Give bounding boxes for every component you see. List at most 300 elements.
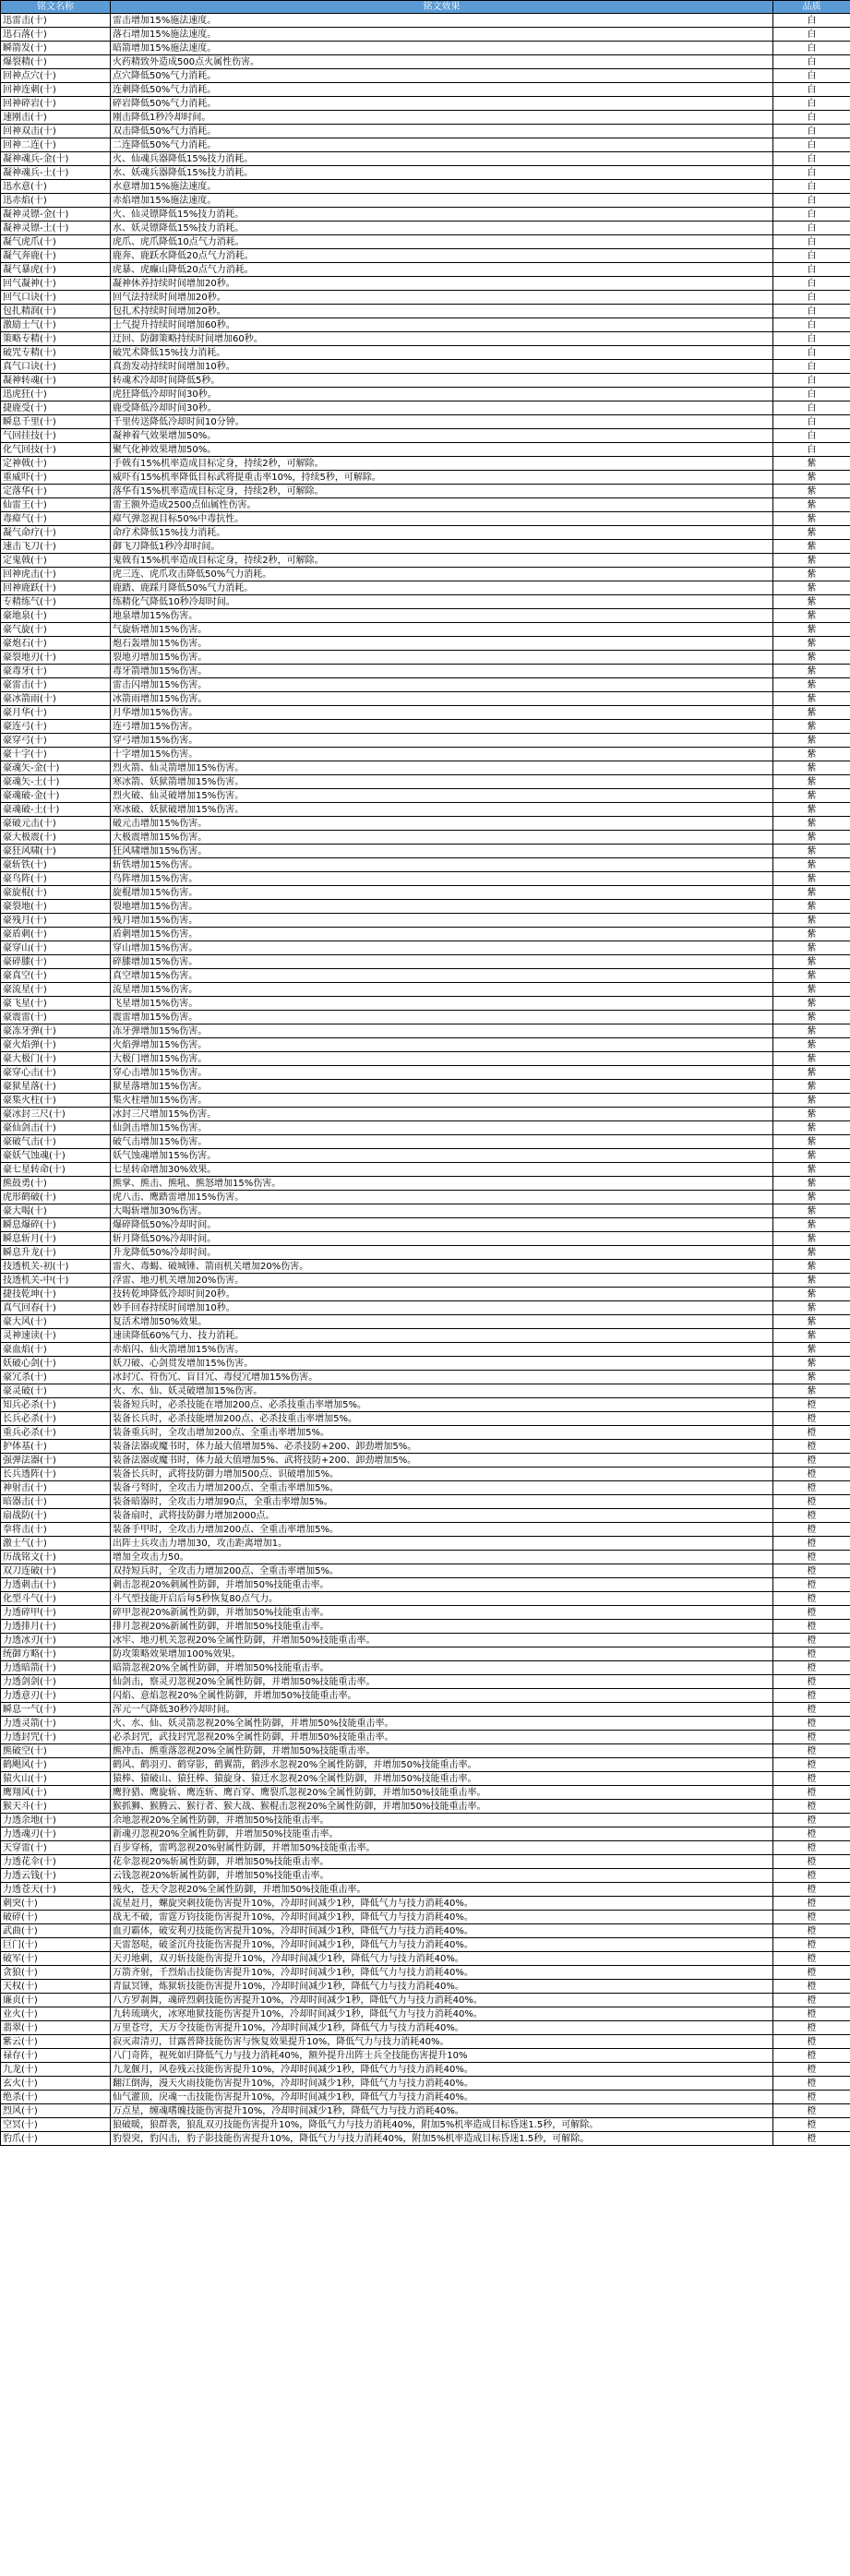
table-row (1, 2091, 850, 2104)
inscription-effect: 仙气灌顶，戾魂一击技能伤害提升10%，冷却时间减少1秒，降低气力与技力消耗40%。 (111, 2091, 773, 2104)
table-row (1, 1938, 850, 1952)
inscription-name: 豪穿弓(十) (1, 734, 111, 748)
inscription-effect: 爆碎降低50%冷却时间。 (111, 1218, 773, 1232)
inscription-quality: 白 (773, 55, 850, 69)
table-row (1, 651, 850, 665)
inscription-effect: 鹿踏、鹿踩月降低50%气力消耗。 (111, 581, 773, 595)
inscription-effect: 穿弓增加15%伤害。 (111, 734, 773, 748)
header-name: 铭文名称 (1, 1, 111, 14)
table-row (1, 305, 850, 318)
inscription-quality: 紫 (773, 831, 850, 845)
inscription-name: 豪大极震(十) (1, 831, 111, 845)
inscription-effect: 火、仙魂兵器降低15%技力消耗。 (111, 152, 773, 166)
table-row (1, 2104, 850, 2118)
inscription-name: 豪灵破(十) (1, 1384, 111, 1398)
inscription-name: 豪月华(十) (1, 706, 111, 720)
inscription-name: 豪狂风啸(十) (1, 845, 111, 858)
table-row (1, 914, 850, 928)
inscription-quality: 紫 (773, 526, 850, 540)
inscription-name: 迅石落(十) (1, 28, 111, 42)
inscription-quality: 紫 (773, 1038, 850, 1052)
table-row (1, 761, 850, 775)
inscription-name: 力透冰刃(十) (1, 1634, 111, 1647)
inscription-quality: 紫 (773, 775, 850, 789)
inscription-effect: 余地忽视20%全属性防御，并增加50%技能重击率。 (111, 1814, 773, 1827)
table-row (1, 1578, 850, 1592)
table-row (1, 443, 850, 457)
table-row (1, 291, 850, 305)
inscription-effect: 破咒术降低15%技力消耗。 (111, 346, 773, 360)
inscription-effect: 雷击闪增加15%伤害。 (111, 678, 773, 692)
inscription-quality: 橙 (773, 1620, 850, 1634)
inscription-quality: 橙 (773, 1523, 850, 1537)
inscription-name: 破碎(十) (1, 1911, 111, 1924)
inscription-effect: 大喝斩增加30%伤害。 (111, 1204, 773, 1218)
table-row (1, 1731, 850, 1744)
inscription-effect: 千里传送降低冷却时间10分钟。 (111, 415, 773, 429)
inscription-name: 捷技乾坤(十) (1, 1288, 111, 1301)
inscription-effect: 闪焰、意焰忽视20%全属性防御，并增加50%技能重击率。 (111, 1689, 773, 1703)
inscription-effect: 残月增加15%伤害。 (111, 914, 773, 928)
inscription-quality: 白 (773, 360, 850, 374)
inscription-effect: 双击降低50%气力消耗。 (111, 125, 773, 138)
inscription-name: 回神碎岩(十) (1, 97, 111, 111)
inscription-quality: 橙 (773, 1426, 850, 1440)
inscription-name: 回神连刺(十) (1, 83, 111, 97)
inscription-quality: 紫 (773, 1204, 850, 1218)
inscription-name: 真气口诀(十) (1, 360, 111, 374)
inscription-effect: 火、仙灵镖降低15%技力消耗。 (111, 208, 773, 222)
inscription-name: 激励士气(十) (1, 318, 111, 332)
inscription-effect: 刚击降低1秒冷却时间。 (111, 111, 773, 125)
inscription-quality: 紫 (773, 1232, 850, 1246)
inscription-quality: 橙 (773, 1924, 850, 1938)
inscription-effect: 熊掌、熊击、熊吼、熊怒增加15%伤害。 (111, 1177, 773, 1191)
table-row (1, 1980, 850, 1994)
inscription-effect: 增加全攻击力50。 (111, 1551, 773, 1564)
table-row (1, 1371, 850, 1384)
inscription-effect: 装备长兵时，武将技防御力增加500点、识破增加5%。 (111, 1468, 773, 1481)
inscription-quality: 紫 (773, 706, 850, 720)
inscription-effect: 复活术增加50%效果。 (111, 1315, 773, 1329)
inscription-name: 历战铭文(十) (1, 1551, 111, 1564)
inscription-name: 豪大风(十) (1, 1315, 111, 1329)
inscription-quality: 白 (773, 291, 850, 305)
inscription-name: 迅雷击(十) (1, 14, 111, 28)
inscription-effect: 烈火破、仙灵破增加15%伤害。 (111, 789, 773, 803)
inscription-effect: 裂地增加15%伤害。 (111, 900, 773, 914)
inscription-name: 力透刺击(十) (1, 1578, 111, 1592)
inscription-quality: 橙 (773, 1495, 850, 1509)
inscription-quality: 紫 (773, 1066, 850, 1080)
inscription-quality: 橙 (773, 1814, 850, 1827)
inscription-effect: 鹤风、鹤羽刃、鹤穿影，鹤翼箭，鹤涉水忽视20%全属性防御，并增加50%技能重击率。 (111, 1758, 773, 1772)
inscription-name: 巨门(十) (1, 1938, 111, 1952)
table-row (1, 1329, 850, 1343)
table-row (1, 803, 850, 817)
inscription-quality: 橙 (773, 1551, 850, 1564)
inscription-quality: 紫 (773, 845, 850, 858)
inscription-quality: 橙 (773, 1827, 850, 1841)
inscription-quality: 紫 (773, 1274, 850, 1288)
table-row (1, 277, 850, 291)
inscription-effect: 天雷怒哒，破釜沉舟技能伤害提升10%，冷却时间减少1秒，降低气力与技力消耗40%。 (111, 1938, 773, 1952)
inscription-name: 定落华(十) (1, 485, 111, 498)
inscription-effect: 赤焰增加15%施法速度。 (111, 194, 773, 208)
inscription-name: 知兵必杀(十) (1, 1398, 111, 1412)
inscription-quality: 橙 (773, 1689, 850, 1703)
inscription-quality: 橙 (773, 1897, 850, 1911)
inscription-effect: 妙手回春持续时间增加10秒。 (111, 1301, 773, 1315)
table-row (1, 1080, 850, 1094)
inscription-effect: 斩月降低50%冷却时间。 (111, 1232, 773, 1246)
inscription-name: 瞬息升龙(十) (1, 1246, 111, 1260)
inscription-name: 力透意刃(十) (1, 1689, 111, 1703)
inscription-quality: 橙 (773, 1744, 850, 1758)
table-row (1, 1592, 850, 1606)
inscription-effect: 装备短兵时，必杀技能在增加200点、必杀技重击率增加5%。 (111, 1398, 773, 1412)
inscription-quality: 橙 (773, 1661, 850, 1675)
inscription-name: 力透封咒(十) (1, 1731, 111, 1744)
table-row (1, 1163, 850, 1177)
inscription-quality: 橙 (773, 1966, 850, 1980)
inscription-effect: 八方罗刹舞，魂碎烈刺技能伤害提升10%，冷却时间减少1秒，降低气力与技力消耗40%。 (111, 1994, 773, 2007)
inscription-quality: 橙 (773, 2091, 850, 2104)
inscription-name: 回神点穴(十) (1, 69, 111, 83)
inscription-name: 凝气暴虎(十) (1, 263, 111, 277)
table-row (1, 1218, 850, 1232)
table-row (1, 845, 850, 858)
inscription-quality: 橙 (773, 1786, 850, 1800)
inscription-effect: 猿棒、猿破山、猿狂棒、猿旋身、猿迁水忽视20%全属性防御，并增加50%技能重击率。 (111, 1772, 773, 1786)
inscription-effect: 真劲发动持续时间增加10秒。 (111, 360, 773, 374)
inscription-effect: 烈火箭、仙灵箭增加15%伤害。 (111, 761, 773, 775)
inscription-quality: 橙 (773, 1911, 850, 1924)
inscription-effect: 旋棍增加15%伤害。 (111, 886, 773, 900)
table-row (1, 1468, 850, 1481)
table-row (1, 1260, 850, 1274)
table-row (1, 1869, 850, 1883)
inscription-effect: 装备扇时，武将技防御力增加2000点。 (111, 1509, 773, 1523)
table-row (1, 1620, 850, 1634)
inscription-quality: 白 (773, 180, 850, 194)
table-row (1, 1315, 850, 1329)
inscription-effect: 血刃霸体，破安利刃技能伤害提升10%，冷却时间减少1秒，降低气力与技力消耗40%。 (111, 1924, 773, 1938)
inscription-name: 空冥(十) (1, 2118, 111, 2132)
inscription-effect: 残火，苍天令忽视20%全属性防御，并增加50%技能重击率。 (111, 1883, 773, 1897)
inscription-effect: 狼破暖，狼群袭，狼乱双刃技能伤害提升10%，降低气力与技力消耗40%，附加5%机率造成目标昏迷1.5秒，可解除。 (111, 2118, 773, 2132)
inscription-quality: 白 (773, 125, 850, 138)
table-row (1, 388, 850, 401)
inscription-name: 技透机关-中(十) (1, 1274, 111, 1288)
inscription-quality: 橙 (773, 1537, 850, 1551)
inscription-effect: 装备暗器时，全攻击力增加90点，全重击率增加5%。 (111, 1495, 773, 1509)
inscription-name: 豪狱星落(十) (1, 1080, 111, 1094)
table-row (1, 2063, 850, 2077)
table-header (1, 1, 850, 14)
inscription-effect: 火、水、仙、妖灵破增加15%伤害。 (111, 1384, 773, 1398)
inscription-effect: 碎膝增加15%伤害。 (111, 955, 773, 969)
inscription-quality: 白 (773, 305, 850, 318)
inscription-quality: 紫 (773, 1121, 850, 1135)
table-row (1, 1551, 850, 1564)
table-row (1, 1827, 850, 1841)
inscription-effect: 万箭齐射，千烈焰击技能伤害提升10%，冷却时间减少1秒，降低气力与技力消耗40%。 (111, 1966, 773, 1980)
inscription-quality: 紫 (773, 1288, 850, 1301)
inscription-effect: 迂回、防御策略持续时间增加60秒。 (111, 332, 773, 346)
inscription-effect: 练精化气降低10秒冷却时间。 (111, 595, 773, 609)
table-row (1, 941, 850, 955)
inscription-quality: 紫 (773, 983, 850, 997)
inscription-quality: 紫 (773, 512, 850, 526)
inscription-name: 豪仙剑击(十) (1, 1121, 111, 1135)
table-body (1, 14, 850, 2146)
inscription-name: 真气回春(十) (1, 1301, 111, 1315)
inscription-effect: 二连降低50%气力消耗。 (111, 138, 773, 152)
inscription-effect: 暗箭增加15%施法速度。 (111, 42, 773, 55)
inscription-effect: 冰封三尺增加15%伤害。 (111, 1108, 773, 1121)
inscription-effect: 装备法器或魔书时，体力最大值增加5%、武将技防+200、卸劲增加5%。 (111, 1454, 773, 1468)
table-row (1, 1758, 850, 1772)
table-row (1, 692, 850, 706)
inscription-name: 猿火山(十) (1, 1772, 111, 1786)
inscription-name: 凝气虎爪(十) (1, 235, 111, 249)
inscription-quality: 紫 (773, 969, 850, 983)
inscription-effect: 装备重兵时，全攻击增加200点、全重击率增加5%。 (111, 1426, 773, 1440)
inscription-effect: 点穴降低50%气力消耗。 (111, 69, 773, 83)
inscription-name: 神射击(十) (1, 1481, 111, 1495)
table-row (1, 28, 850, 42)
inscription-effect: 浮雷、地刃机关增加20%伤害。 (111, 1274, 773, 1288)
inscription-effect: 出阵士兵攻击力增加30，攻击距离增加1。 (111, 1537, 773, 1551)
inscription-effect: 技转乾坤降低冷却时间20秒。 (111, 1288, 773, 1301)
inscription-name: 豪冗杀(十) (1, 1371, 111, 1384)
inscription-quality: 橙 (773, 2132, 850, 2146)
inscription-effect: 冰箭雨增加15%伤害。 (111, 692, 773, 706)
inscription-quality: 紫 (773, 886, 850, 900)
inscription-quality: 白 (773, 111, 850, 125)
inscription-quality: 紫 (773, 872, 850, 886)
inscription-effect: 花伞忽视20%斩属性防御，并增加50%技能重击率。 (111, 1855, 773, 1869)
inscription-quality: 橙 (773, 1772, 850, 1786)
inscription-effect: 回气法持续时间增加20秒。 (111, 291, 773, 305)
inscription-name: 凝气命疗(十) (1, 526, 111, 540)
inscription-quality: 橙 (773, 1758, 850, 1772)
inscription-effect: 冰牢、地刃机关忽视20%全属性防御，并增加50%技能重击率。 (111, 1634, 773, 1647)
inscription-effect: 装备长兵时，必杀技能增加200点、必杀技重击率增加5%。 (111, 1412, 773, 1426)
inscription-name: 豪气旋(十) (1, 623, 111, 637)
table-row (1, 2077, 850, 2091)
table-row (1, 1855, 850, 1869)
inscription-quality: 白 (773, 332, 850, 346)
table-row (1, 581, 850, 595)
table-row (1, 831, 850, 845)
inscription-quality: 橙 (773, 1440, 850, 1454)
inscription-name: 翡翠(十) (1, 2021, 111, 2035)
inscription-name: 豪鸟阵(十) (1, 872, 111, 886)
inscription-name: 力透余地(十) (1, 1814, 111, 1827)
table-row (1, 97, 850, 111)
inscription-name: 双刀连破(十) (1, 1564, 111, 1578)
inscription-name: 豪冰封三尺(十) (1, 1108, 111, 1121)
inscription-name: 豪破气击(十) (1, 1135, 111, 1149)
inscription-quality: 紫 (773, 941, 850, 955)
inscription-quality: 橙 (773, 1841, 850, 1855)
table-row (1, 485, 850, 498)
table-row (1, 512, 850, 526)
inscription-quality: 紫 (773, 748, 850, 761)
inscription-effect: 虎八击、鹰踏雷增加15%伤害。 (111, 1191, 773, 1204)
inscription-name: 包扎精润(十) (1, 305, 111, 318)
inscription-quality: 紫 (773, 914, 850, 928)
inscription-quality: 紫 (773, 1024, 850, 1038)
inscription-quality: 白 (773, 346, 850, 360)
inscription-effect: 裂地刃增加15%伤害。 (111, 651, 773, 665)
inscription-name: 力透排月(十) (1, 1620, 111, 1634)
inscription-quality: 紫 (773, 665, 850, 678)
inscription-name: 凝气奔鹿(十) (1, 249, 111, 263)
inscription-effect: 云钱忽视20%斩属性防御，并增加50%技能重击率。 (111, 1869, 773, 1883)
inscription-quality: 白 (773, 263, 850, 277)
inscription-effect: 聚气化神效果增加50%。 (111, 443, 773, 457)
inscription-quality: 紫 (773, 1191, 850, 1204)
inscription-effect: 大极震增加15%伤害。 (111, 831, 773, 845)
table-row (1, 166, 850, 180)
inscription-effect: 妖气蚀魂增加15%伤害。 (111, 1149, 773, 1163)
inscription-effect: 虎三连、虎爪攻击降低50%气力消耗。 (111, 568, 773, 581)
inscription-quality: 紫 (773, 692, 850, 706)
table-row (1, 678, 850, 692)
inscription-quality: 紫 (773, 651, 850, 665)
inscription-name: 九龙(十) (1, 2063, 111, 2077)
table-row (1, 2007, 850, 2021)
inscription-name: 豪旋棍(十) (1, 886, 111, 900)
inscription-effect: 士气提升持续时间增加60秒。 (111, 318, 773, 332)
inscription-quality: 橙 (773, 2049, 850, 2063)
table-row (1, 969, 850, 983)
inscription-name: 凝神魂兵-金(十) (1, 152, 111, 166)
inscription-quality: 橙 (773, 1855, 850, 1869)
inscription-quality: 橙 (773, 1731, 850, 1744)
inscription-name: 豪残月(十) (1, 914, 111, 928)
inscription-quality: 橙 (773, 1980, 850, 1994)
inscription-quality: 紫 (773, 678, 850, 692)
inscription-effect: 命疗术降低15%技力消耗。 (111, 526, 773, 540)
inscription-quality: 白 (773, 249, 850, 263)
inscription-effect: 寒冰破、妖狱破增加15%伤害。 (111, 803, 773, 817)
inscription-effect: 赤焰闪、仙火箭增加15%伤害。 (111, 1343, 773, 1357)
inscription-effect: 穿山增加15%伤害。 (111, 941, 773, 955)
inscription-name: 策略专精(十) (1, 332, 111, 346)
table-row (1, 1191, 850, 1204)
inscription-effect: 寒冰箭、妖狱箭增加15%伤害。 (111, 775, 773, 789)
inscription-effect: 包扎术持续时间增加20秒。 (111, 305, 773, 318)
inscription-name: 定鬼戟(十) (1, 554, 111, 568)
inscription-name: 气回挂技(十) (1, 429, 111, 443)
table-row (1, 1052, 850, 1066)
table-row (1, 1883, 850, 1897)
inscription-effect: 装备法器或魔书时，体力最大值增加5%、必杀技防+200、卸劲增加5%。 (111, 1440, 773, 1454)
inscription-name: 业火(十) (1, 2007, 111, 2021)
inscription-name: 熊鼓勇(十) (1, 1177, 111, 1191)
inscription-name: 回神双击(十) (1, 125, 111, 138)
inscription-name: 爆裂精(十) (1, 55, 111, 69)
inscription-quality: 紫 (773, 1371, 850, 1384)
inscription-effect: 凝神休养持续时间增加20秒。 (111, 277, 773, 291)
inscription-effect: 火焰弹增加15%伤害。 (111, 1038, 773, 1052)
inscription-name: 长兵透阵(十) (1, 1468, 111, 1481)
inscription-quality: 紫 (773, 1094, 850, 1108)
inscription-effect: 连刺降低50%气力消耗。 (111, 83, 773, 97)
inscription-effect: 流星增加15%伤害。 (111, 983, 773, 997)
inscription-effect: 速读降低60%气力、技力消耗。 (111, 1329, 773, 1343)
table-row (1, 1066, 850, 1080)
inscription-effect: 月华增加15%伤害。 (111, 706, 773, 720)
table-row (1, 1897, 850, 1911)
inscription-name: 瞬箭发(十) (1, 42, 111, 55)
inscription-name: 武曲(十) (1, 1924, 111, 1938)
table-row (1, 1786, 850, 1800)
inscription-quality: 紫 (773, 1384, 850, 1398)
inscription-effect: 水、妖灵镖降低15%技力消耗。 (111, 222, 773, 235)
inscription-effect: 狱星落增加15%伤害。 (111, 1080, 773, 1094)
table-row (1, 222, 850, 235)
inscription-name: 化气回技(十) (1, 443, 111, 457)
inscription-name: 豪连弓(十) (1, 720, 111, 734)
inscription-effect: 冻牙弹增加15%伤害。 (111, 1024, 773, 1038)
inscription-effect: 手戟有15%机率造成目标定身，持续2秒，可解除。 (111, 457, 773, 471)
inscription-quality: 橙 (773, 2077, 850, 2091)
inscription-name: 力透碎甲(十) (1, 1606, 111, 1620)
inscription-quality: 橙 (773, 1703, 850, 1717)
inscription-effect: 碎岩降低50%气力消耗。 (111, 97, 773, 111)
inscription-quality: 橙 (773, 1412, 850, 1426)
table-row (1, 526, 850, 540)
inscription-name: 力透花伞(十) (1, 1855, 111, 1869)
inscription-name: 力透剑剑(十) (1, 1675, 111, 1689)
inscription-name: 护体基(十) (1, 1440, 111, 1454)
inscription-quality: 橙 (773, 1454, 850, 1468)
inscription-name: 凝神灵镖-土(十) (1, 222, 111, 235)
header-row (1, 1, 850, 14)
inscription-quality: 橙 (773, 1883, 850, 1897)
inscription-effect: 雷火、毒蝎、破城锤、箭雨机关增加20%伤害。 (111, 1260, 773, 1274)
inscription-name: 凝神灵镖-金(十) (1, 208, 111, 222)
inscription-name: 豪集火柱(十) (1, 1094, 111, 1108)
inscription-effect: 落华有15%机率造成目标定身，持续2秒，可解除。 (111, 485, 773, 498)
inscription-name: 刺突(十) (1, 1897, 111, 1911)
inscription-effect: 熊冲击、熊重落忽视20%全属性防御，并增加50%技能重击率。 (111, 1744, 773, 1758)
inscription-quality: 紫 (773, 1218, 850, 1232)
inscription-quality: 橙 (773, 2118, 850, 2132)
table-row (1, 2035, 850, 2049)
inscription-effect: 豹裂突，豹闪击，豹子影技能伤害提升10%，降低气力与技力消耗40%，附加5%机率造成目标昏迷1.5秒，可解除。 (111, 2132, 773, 2146)
inscription-name: 天穿雷(十) (1, 1841, 111, 1855)
inscription-name: 天权(十) (1, 1980, 111, 1994)
inscription-quality: 橙 (773, 1606, 850, 1620)
inscription-effect: 雷击增加15%施法速度。 (111, 14, 773, 28)
inscription-effect: 装备弓弩时，全攻击力增加200点、全重击率增加5%。 (111, 1481, 773, 1495)
inscription-quality: 紫 (773, 1080, 850, 1094)
table-row (1, 955, 850, 969)
inscription-effect: 冰封冗、符伤冗、盲目冗、毒侵冗增加15%伤害。 (111, 1371, 773, 1384)
inscription-quality: 白 (773, 166, 850, 180)
table-row (1, 125, 850, 138)
inscription-effect: 万点星，缠魂嗜魄技能伤害提升10%，冷却时间减少1秒，降低气力与技力消耗40%。 (111, 2104, 773, 2118)
inscription-quality: 紫 (773, 554, 850, 568)
inscription-quality: 紫 (773, 1357, 850, 1371)
table-row (1, 1384, 850, 1398)
